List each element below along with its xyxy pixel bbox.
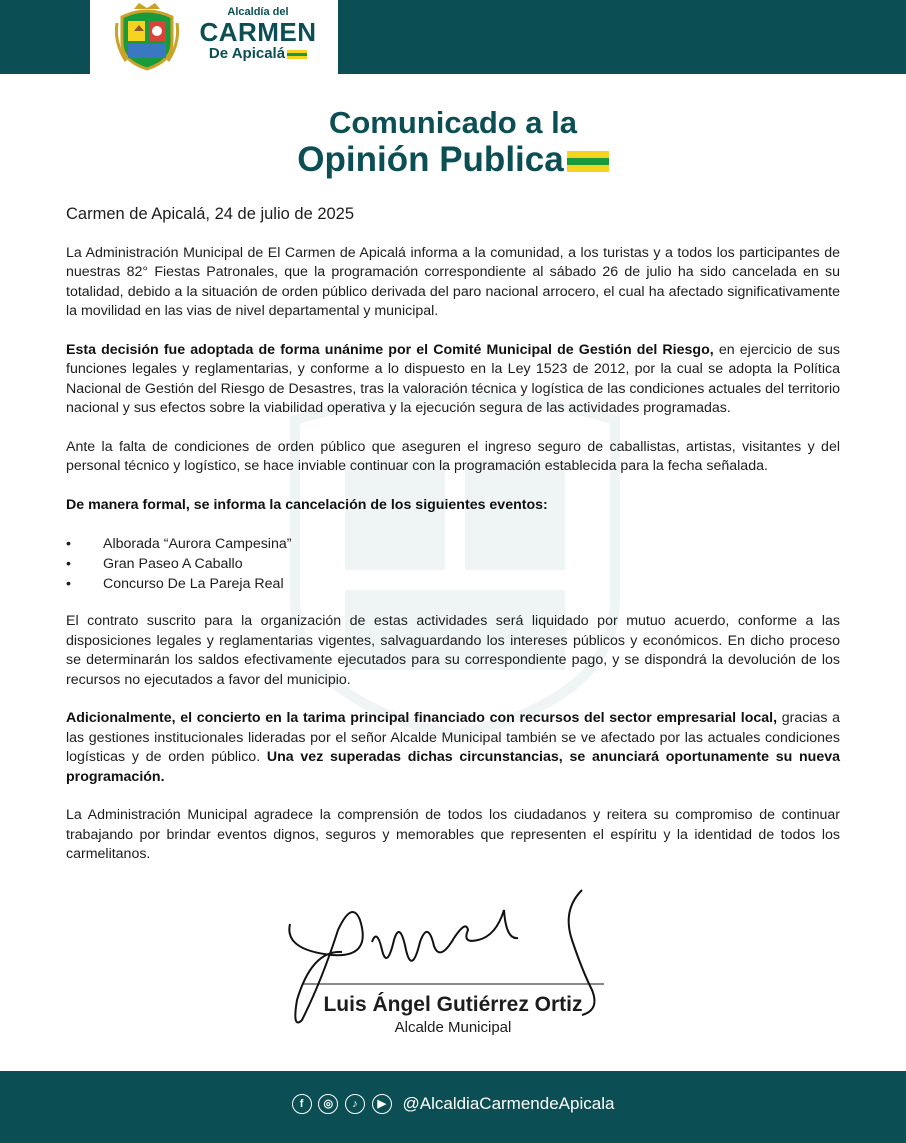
paragraph-1: La Administración Municipal de El Carmen de Apicalá informa a la comunidad, a los turistas y a todos los participantes de nuestras 82° Fiestas Patronales, que la programación correspondiente al sábado 26 de julio ha sido cancelada en su totalidad, debido a la situación de orden público derivada del paro nacional arrocero, el cual ha afectado significativamente la movilidad en las vias de nivel departamental y municipal. — [66, 244, 840, 319]
coat-of-arms-icon — [112, 3, 182, 71]
instagram-icon[interactable]: ◎ — [318, 1094, 338, 1114]
facebook-icon[interactable]: f — [292, 1094, 312, 1114]
paragraph-2 — [66, 341, 840, 419]
paragraph-6-bold-2: Una vez superadas dichas circunstancias, se anunciará oportunamente su nueva programación. — [66, 749, 840, 785]
signatory-name: Luis Ángel Gutiérrez Ortiz — [323, 993, 583, 1016]
list-item: • Alborada “Aurora Campesina” — [66, 534, 840, 554]
title-line-2: Opinión Publica — [297, 140, 564, 179]
signatory-role: Alcalde Municipal — [394, 1019, 512, 1036]
paragraph-3: Ante la falta de condiciones de orden público que aseguren el ingreso seguro de caballistas, artistas, visitantes y del personal técnico y logístico, se hace inviable continuar con la programación establecida para la fecha señalada. — [66, 438, 840, 474]
logo[interactable] — [90, 0, 338, 74]
logo-line-1: Alcaldía del — [227, 6, 289, 18]
youtube-icon[interactable]: ▶ — [372, 1094, 392, 1114]
list-item: • Concurso De La Pareja Real — [66, 574, 840, 594]
social-handle[interactable]: @AlcaldiaCarmendeApicala — [402, 1093, 615, 1113]
tiktok-icon[interactable]: ♪ — [345, 1094, 365, 1114]
logo-line-2: CARMEN — [199, 17, 317, 47]
paragraph-6 — [66, 709, 840, 787]
paragraph-6-bold-1: Adicionalmente, el concierto en la tarima principal financiado con recursos del sector empresarial local, — [66, 710, 778, 726]
paragraph-5: El contrato suscrito para la organización de estas actividades será liquidado por mutuo acuerdo, conforme a las disposiciones legales y reglamentarias vigentes, salvaguardando los intereses públicos y económicos. En dicho proceso se determinarán los saldos efectivamente ejecutados para su correspondiente pago, y se dispondrá la devolución de los recursos no ejecutados a favor del municipio. — [66, 613, 840, 688]
document-body — [66, 205, 840, 884]
paragraph-2-bold: Esta decisión fue adoptada de forma unánime por el Comité Municipal de Gestión del Riesgo, — [66, 341, 714, 358]
dateline: Carmen de Apicalá, 24 de julio de 2025 — [66, 205, 355, 223]
events-heading: De manera formal, se informa la cancelación de los siguientes eventos: — [66, 496, 548, 513]
paragraph-4 — [66, 496, 840, 516]
paragraph-6-text: gracias a las gestiones institucionales lideradas por el señor Alcalde Municipal también se ve afectado por las actuales condiciones logísticas y de orden público. — [66, 710, 840, 765]
paragraph-7: La Administración Municipal agradece la comprensión de todos los ciudadanos y reitera su compromiso de continuar trabajando por brindar eventos dignos, seguros y memorables que representen el espíritu y la identidad de todos los carmelitanos. — [66, 807, 840, 862]
paragraph-2-text: en ejercicio de sus funciones legales y reglamentarias, y conforme a lo dispuesto en la Ley 1523 de 2012, por la cual se adopta la Política Nacional de Gestión del Riesgo de Desastres, tras la valoración técnica y logística de las condiciones actuales del territorio nacional y sus efectos sobre la viabilidad operativa y la ejecución segura de las actividades programadas. — [66, 341, 840, 416]
list-item: • Gran Paseo A Caballo — [66, 554, 840, 574]
logo-line-3: De Apicalá — [208, 45, 286, 62]
footer-band — [0, 1071, 906, 1143]
flag-icon — [287, 50, 307, 59]
social-links — [0, 1093, 906, 1114]
events-list — [66, 534, 840, 594]
document-title — [0, 105, 906, 179]
flag-icon — [567, 151, 609, 172]
header-band — [0, 0, 906, 74]
title-line-1: Comunicado a la — [328, 105, 578, 140]
